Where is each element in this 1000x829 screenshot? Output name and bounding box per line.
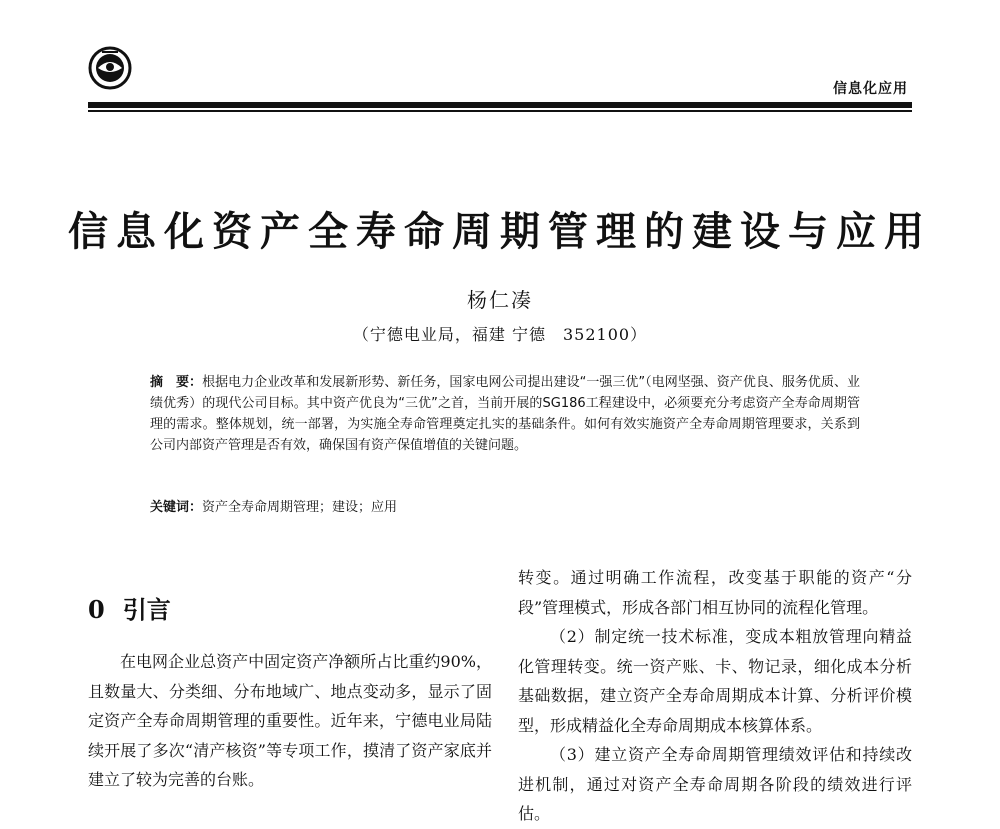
section-number: 0 xyxy=(88,595,105,624)
abstract-label: 摘 要： xyxy=(150,375,203,390)
article-author: 杨仁凑 xyxy=(467,288,533,312)
abstract-text: 根据电力企业改革和发展新形势、新任务，国家电网公司提出建设“一强三优”（电网坚强、资产优良、服务优质、业绩优秀）的现代公司目标。其中资产优良为“三优”之首，当前开展的SG186工程建设中，必须要充分考虑资产全寿命周期管理的需求。整体规划，统一部署，为实施全寿命管理奠定扎实的基础条件。如何有效实施资产全寿命周期管理要求，关系到公司内部资产管理是否有效，确保国有资产保值增值的关键问题。 xyxy=(150,375,860,453)
body-paragraph: （3）建立资产全寿命周期管理绩效评估和持续改进机制，通过对资产全寿命周期各阶段的绩效进行评估。 xyxy=(518,745,912,823)
keywords-text: 资产全寿命周期管理；建设；应用 xyxy=(202,500,398,515)
section-title: 引言 xyxy=(122,595,171,624)
article-affiliation: （宁德电业局，福建 宁德 352100） xyxy=(352,325,648,344)
journal-emblem-icon xyxy=(88,46,132,90)
body-column-left xyxy=(88,647,492,795)
abstract xyxy=(150,372,860,456)
header-rule-thick xyxy=(88,102,912,108)
keywords-label: 关键词： xyxy=(150,500,203,515)
body-column-right xyxy=(518,563,912,829)
section-tag: 信息化应用 xyxy=(833,81,908,97)
header-rule-thin xyxy=(88,110,912,112)
body-paragraph: 转变。通过明确工作流程，改变基于职能的资产“分段”管理模式，形成各部门相互协同的流程化管理。 xyxy=(518,568,912,617)
section-heading xyxy=(88,590,171,625)
body-paragraph: （2）制定统一技术标准，变成本粗放管理向精益化管理转变。统一资产账、卡、物记录，细化成本分析基础数据，建立资产全寿命周期成本计算、分析评价模型，形成精益化全寿命周期成本核算体系。 xyxy=(518,627,912,735)
body-paragraph: 在电网企业总资产中固定资产净额所占比重约90%，且数量大、分类细、分布地域广、地点变动多，显示了固定资产全寿命周期管理的重要性。近年来，宁德电业局陆续开展了多次“清产核资”等专项工作，摸清了资产家底并建立了较为完善的台账。 xyxy=(88,652,492,789)
keywords xyxy=(150,497,860,518)
article-title: 信息化资产全寿命周期管理的建设与应用 xyxy=(68,208,932,255)
